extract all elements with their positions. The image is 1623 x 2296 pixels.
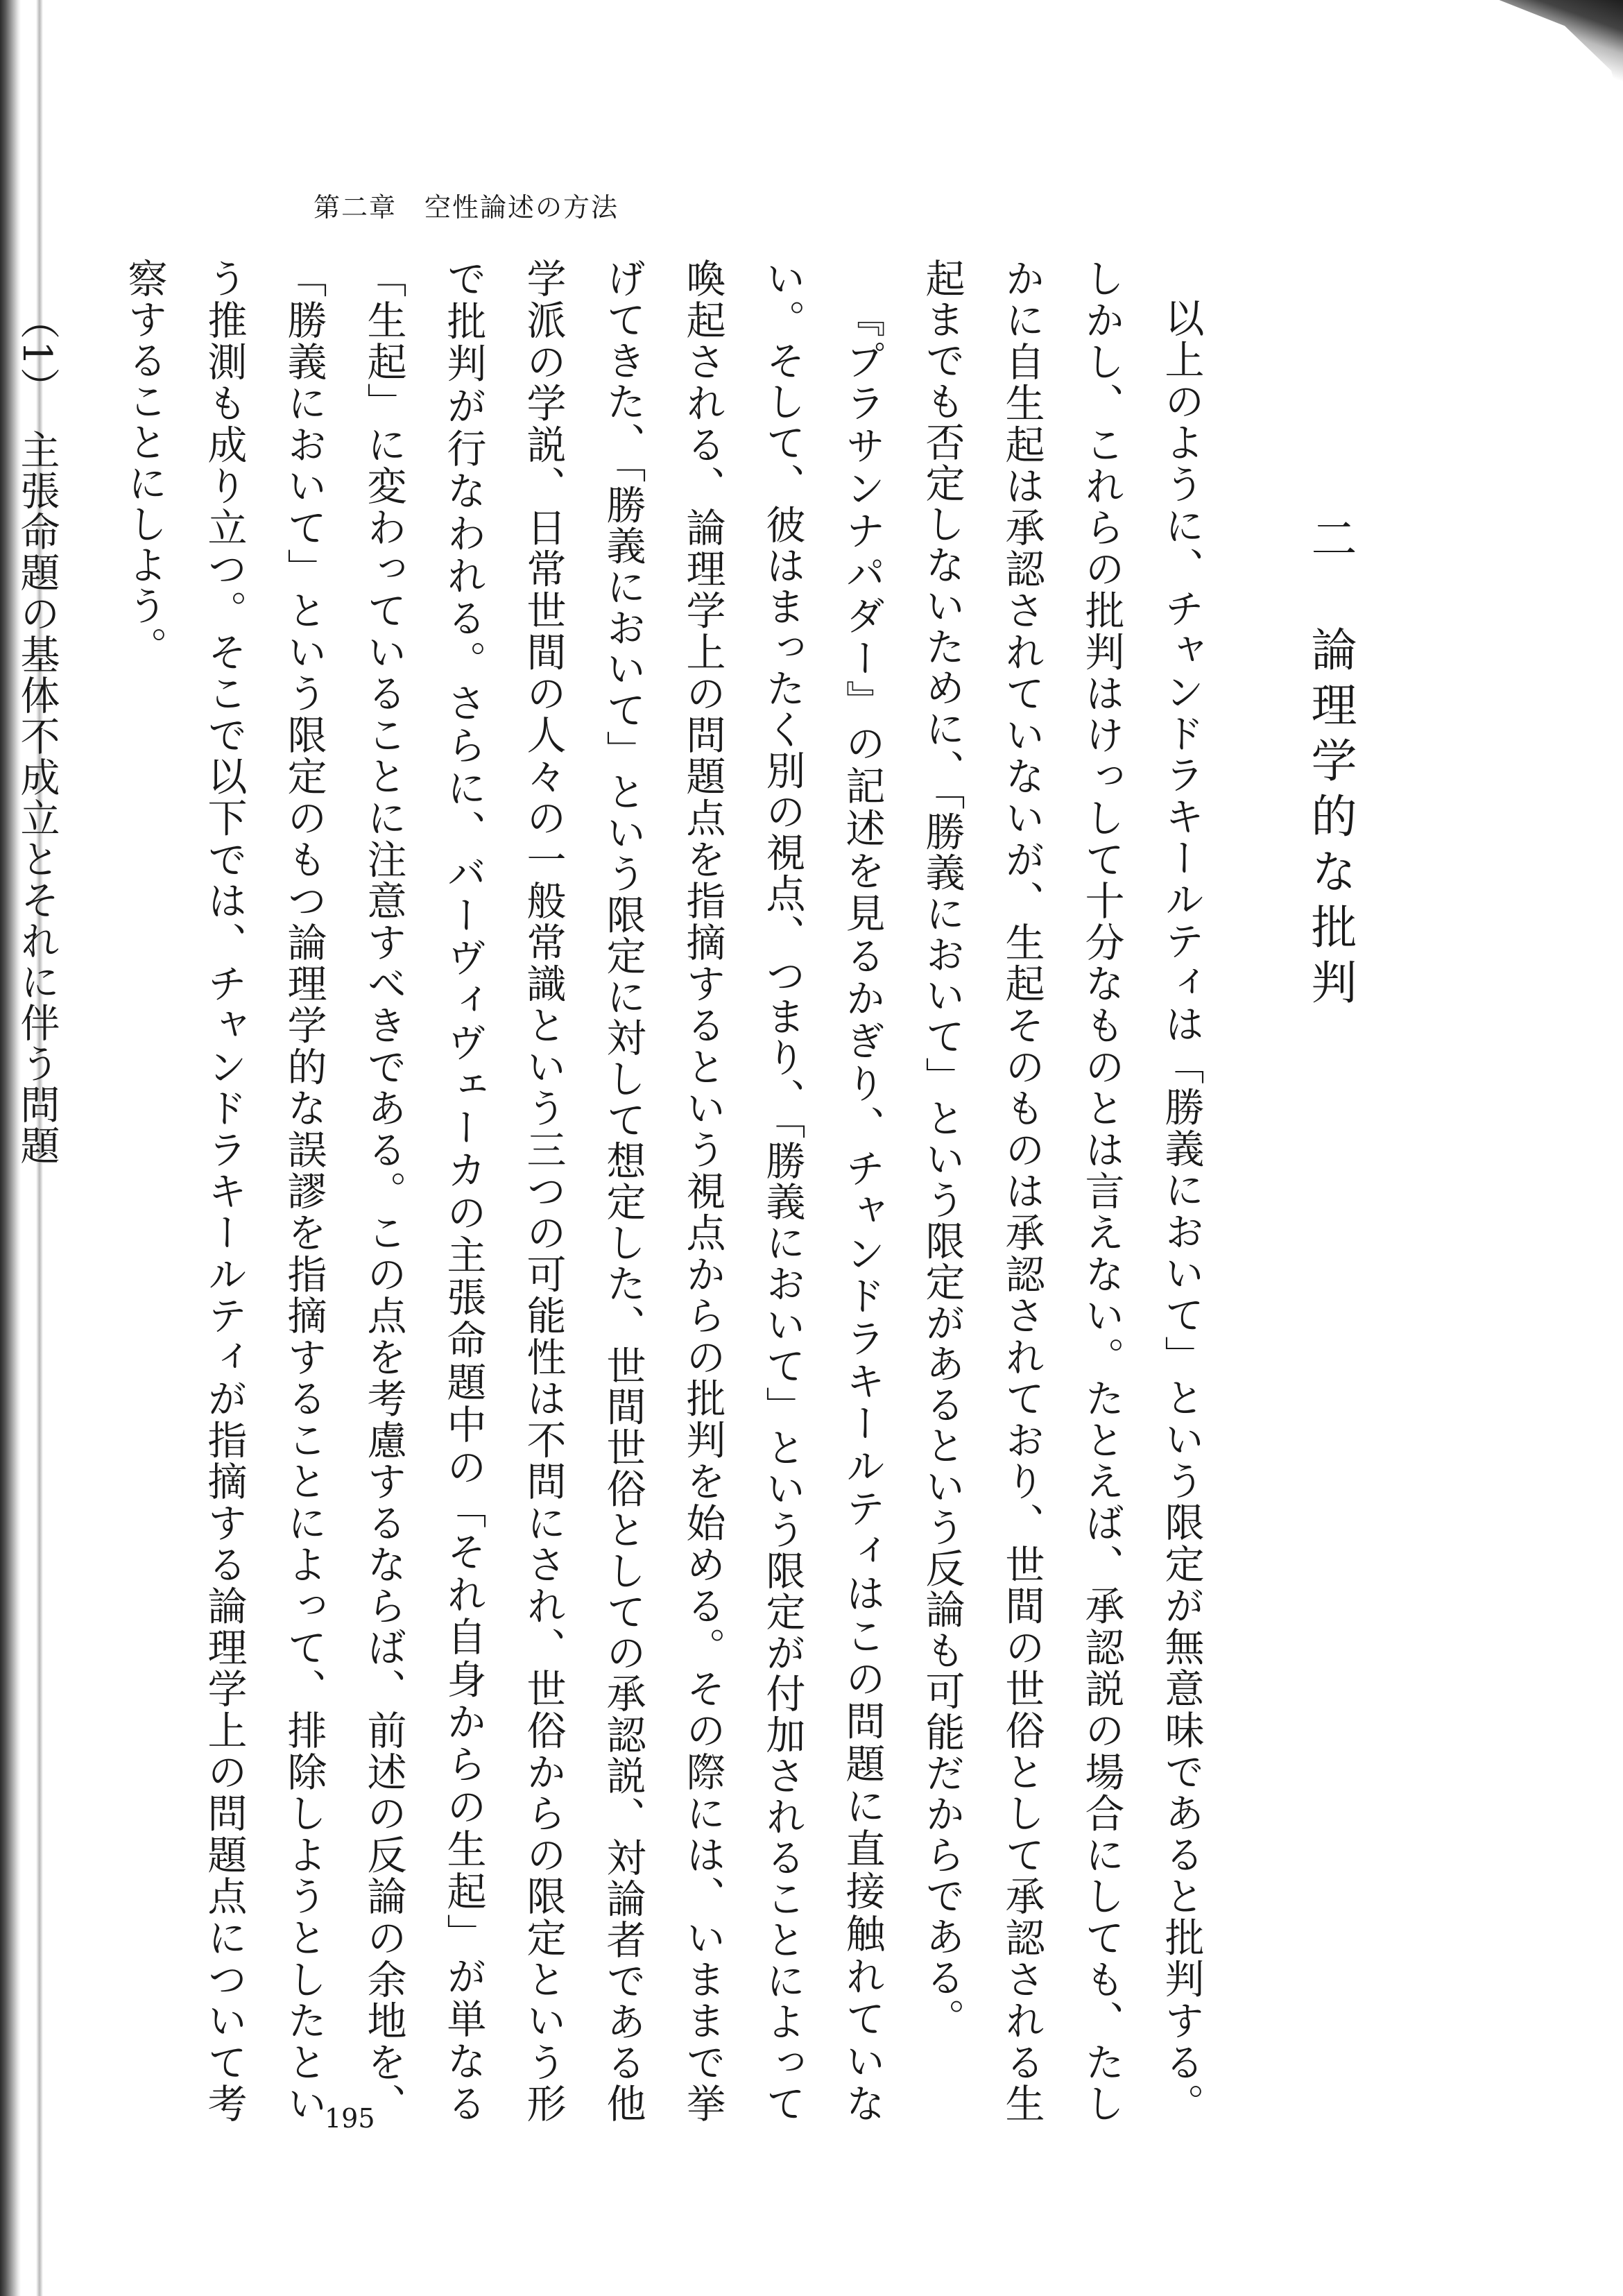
- paragraph-1: 以上のように、チャンドラキールティは「勝義において」という限定が無意味であると批判する。しかし、これらの批判はけっして十分なものとは言えない。たとえば、承認説の場合にしても、たしかに自生起は承認されていないが、生起そのものは承認されており、世間の世俗として承認される生起までも否定しないために、「勝義において」という限定があるという反論も可能だからである。: [919, 258, 1204, 2125]
- page-number: 195: [325, 2103, 375, 2134]
- running-head: 第二章 空性論述の方法: [314, 192, 619, 223]
- section-heading: 二 論理学的な批判: [1303, 515, 1357, 1014]
- scan-corner-shadow: [1477, 0, 1623, 118]
- subsection-heading: （1） 主張命題の基体不成立とそれに伴う問題: [14, 300, 60, 1166]
- paragraph-2: 『プラサンナパダー』の記述を見るかぎり、チャンドラキールティはこの問題に直接触れていない。そして、彼はまったく別の視点、つまり、「勝義において」という限定が付加されることによって喚起される、論理学上の問題点を指摘するという視点からの批判を始める。その際には、いままで挙げてきた、「勝義において」という限定に対して想定した、世間世俗としての承認説、対論者である他学派の学説、日常世間の人々の一般常識という三つの可能性は不問にされ、世俗からの限定という形で批判が行なわれる。さらに、バーヴィヴェーカの主張命題中の「それ自身からの生起」が単なる「生起」に変わっていることに注意すべきである。この点を考慮するならば、前述の反論の余地を、「勝義において」という限定のもつ論理学的な誤謬を指摘することによって、排除しようとしたという推測も成り立つ。そこで以下では、チャンドラキールティが指摘する論理学上の問題点について考察することにしよう。: [121, 258, 885, 2124]
- body-text: [0, 258, 1370, 2124]
